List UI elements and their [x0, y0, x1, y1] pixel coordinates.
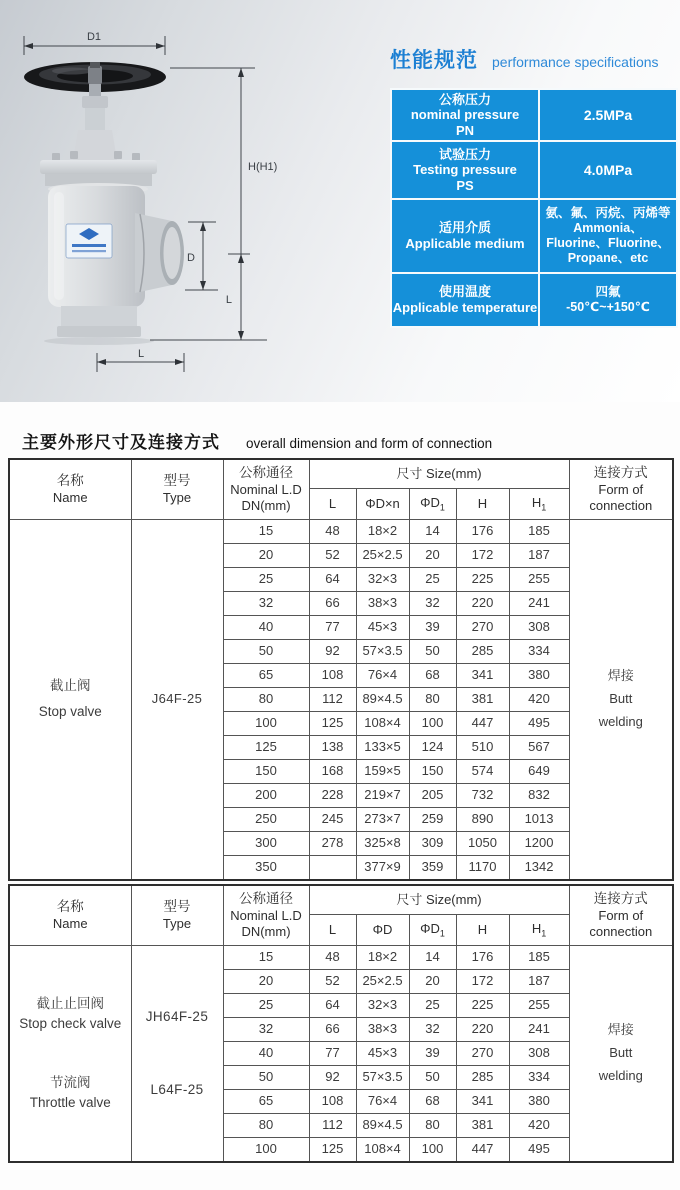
header-dn: 公称通径 Nominal L.D DN(mm)	[223, 885, 309, 946]
table-row: 250 245 273×7 259 890 1013	[9, 808, 673, 832]
header-connection: 连接方式 Form of connection	[569, 885, 673, 946]
header-col-h1: $H_1$	[509, 915, 569, 946]
stop-check-throttle-valve-dimension-table	[8, 884, 674, 1163]
connection-form: 焊接 Butt welding	[569, 946, 673, 1163]
dim-label-h: H(H1)	[248, 161, 278, 173]
table-row: 截止阀 Stop valve J64F-25 15 48 18×2 14 176 185 焊接 Butt welding	[9, 520, 673, 544]
section-heading	[22, 428, 492, 453]
header-col-l: L	[309, 915, 356, 946]
dim-label-d1: D1	[86, 31, 102, 43]
header-type: 型号 Type	[131, 885, 223, 946]
table-row: 25 64 32×3 25 225 255	[9, 994, 673, 1018]
top-photo-section	[0, 0, 680, 402]
dim-label-l-side: L	[225, 294, 232, 306]
spec-value-medium: 氨、氟、丙烷、丙烯等 Ammonia、Fluorine、Fluorine、Propane、etc	[540, 200, 676, 272]
table-header-row	[9, 885, 673, 915]
header-size: 尺寸 Size(mm)	[309, 885, 569, 915]
header-col-d1: $\Phi D_1$	[409, 489, 456, 520]
header-col-h: H	[456, 489, 509, 520]
spec-label-pn: 公称压力 nominal pressure PN	[392, 90, 538, 140]
table-row: 20 52 25×2.5 20 172 187	[9, 544, 673, 568]
valve-base	[44, 306, 154, 345]
table-row: 20 52 25×2.5 20 172 187	[9, 970, 673, 994]
header-col-h1: $H_1$	[509, 489, 569, 520]
table-row: 300 278 325×8 309 1050 1200	[9, 832, 673, 856]
spec-label-temperature: 使用温度 Applicable temperature	[392, 274, 538, 326]
spec-value-temperature: 四氟 -50℃~+150℃	[540, 274, 676, 326]
valve-types: JH64F-25 L64F-25	[131, 946, 223, 1163]
valve-nameplate	[66, 224, 112, 258]
spec-title-en: performance specifications	[492, 54, 659, 70]
valve-outlet	[135, 213, 184, 293]
valve-type: J64F-25	[131, 520, 223, 881]
dim-h	[150, 68, 267, 340]
table-row: 350 377×9 359 1170 1342	[9, 856, 673, 881]
header-name: 名称 Name	[9, 459, 131, 520]
header-type: 型号 Type	[131, 459, 223, 520]
table-row: 截止止回阀 Stop check valve 节流阀 Throttle valve JH64F-25 L64F-25 15 48 18×2 14 176 185 焊接 Butt welding	[9, 946, 673, 970]
table-row: 32 66 38×3 32 220 241	[9, 592, 673, 616]
valve-names: 截止止回阀 Stop check valve 节流阀 Throttle valve	[9, 946, 131, 1163]
table-row: 50 92 57×3.5 50 285 334	[9, 640, 673, 664]
header-size: 尺寸 Size(mm)	[309, 459, 569, 489]
spec-value-pn: 2.5MPa	[540, 90, 676, 140]
table-row: 80 112 89×4.5 80 381 420	[9, 688, 673, 712]
table-row: 32 66 38×3 32 220 241	[9, 1018, 673, 1042]
header-col-dxn: ΦD×n	[356, 489, 409, 520]
table-row: 200 228 219×7 205 732 832	[9, 784, 673, 808]
dim-label-l-bottom: L	[137, 348, 145, 360]
header-col-d1: $\Phi D_1$	[409, 915, 456, 946]
spec-label-medium: 适用介质 Applicable medium	[392, 200, 538, 272]
spec-title-cn: 性能规范	[390, 49, 478, 72]
table-row: 65 108 76×4 68 341 380	[9, 1090, 673, 1114]
table-row: 40 77 45×3 39 270 308	[9, 616, 673, 640]
header-col-h: H	[456, 915, 509, 946]
stop-valve-dimension-table	[8, 458, 674, 881]
table-row: 125 138 133×5 124 510 567	[9, 736, 673, 760]
header-col-d: ΦD	[356, 915, 409, 946]
connection-form: 焊接 Butt welding	[569, 520, 673, 881]
header-name: 名称 Name	[9, 885, 131, 946]
table-header-row	[9, 459, 673, 489]
table-row: 80 112 89×4.5 80 381 420	[9, 1114, 673, 1138]
table-row: 65 108 76×4 68 341 380	[9, 664, 673, 688]
table-row: 25 64 32×3 25 225 255	[9, 568, 673, 592]
dim-label-d: D	[187, 252, 195, 264]
spec-title	[390, 44, 659, 74]
spec-value-ps: 4.0MPa	[540, 142, 676, 198]
table-row: 50 92 57×3.5 50 285 334	[9, 1066, 673, 1090]
section-heading-en: overall dimension and form of connection	[246, 436, 493, 451]
performance-spec-table	[390, 88, 678, 328]
header-col-l: L	[309, 489, 356, 520]
valve-photo	[2, 8, 312, 400]
spec-label-ps: 试验压力 Testing pressure PS	[392, 142, 538, 198]
header-dn: 公称通径 Nominal L.D DN(mm)	[223, 459, 309, 520]
table-row: 100 125 108×4 100 447 495	[9, 712, 673, 736]
header-connection: 连接方式 Form of connection	[569, 459, 673, 520]
valve-stem	[73, 84, 117, 160]
table-row: 150 168 159×5 150 574 649	[9, 760, 673, 784]
valve-name: 截止阀 Stop valve	[9, 520, 131, 881]
section-heading-cn: 主要外形尺寸及连接方式	[22, 433, 220, 452]
table-row: 100 125 108×4 100 447 495	[9, 1138, 673, 1163]
table-row: 40 77 45×3 39 270 308	[9, 1042, 673, 1066]
